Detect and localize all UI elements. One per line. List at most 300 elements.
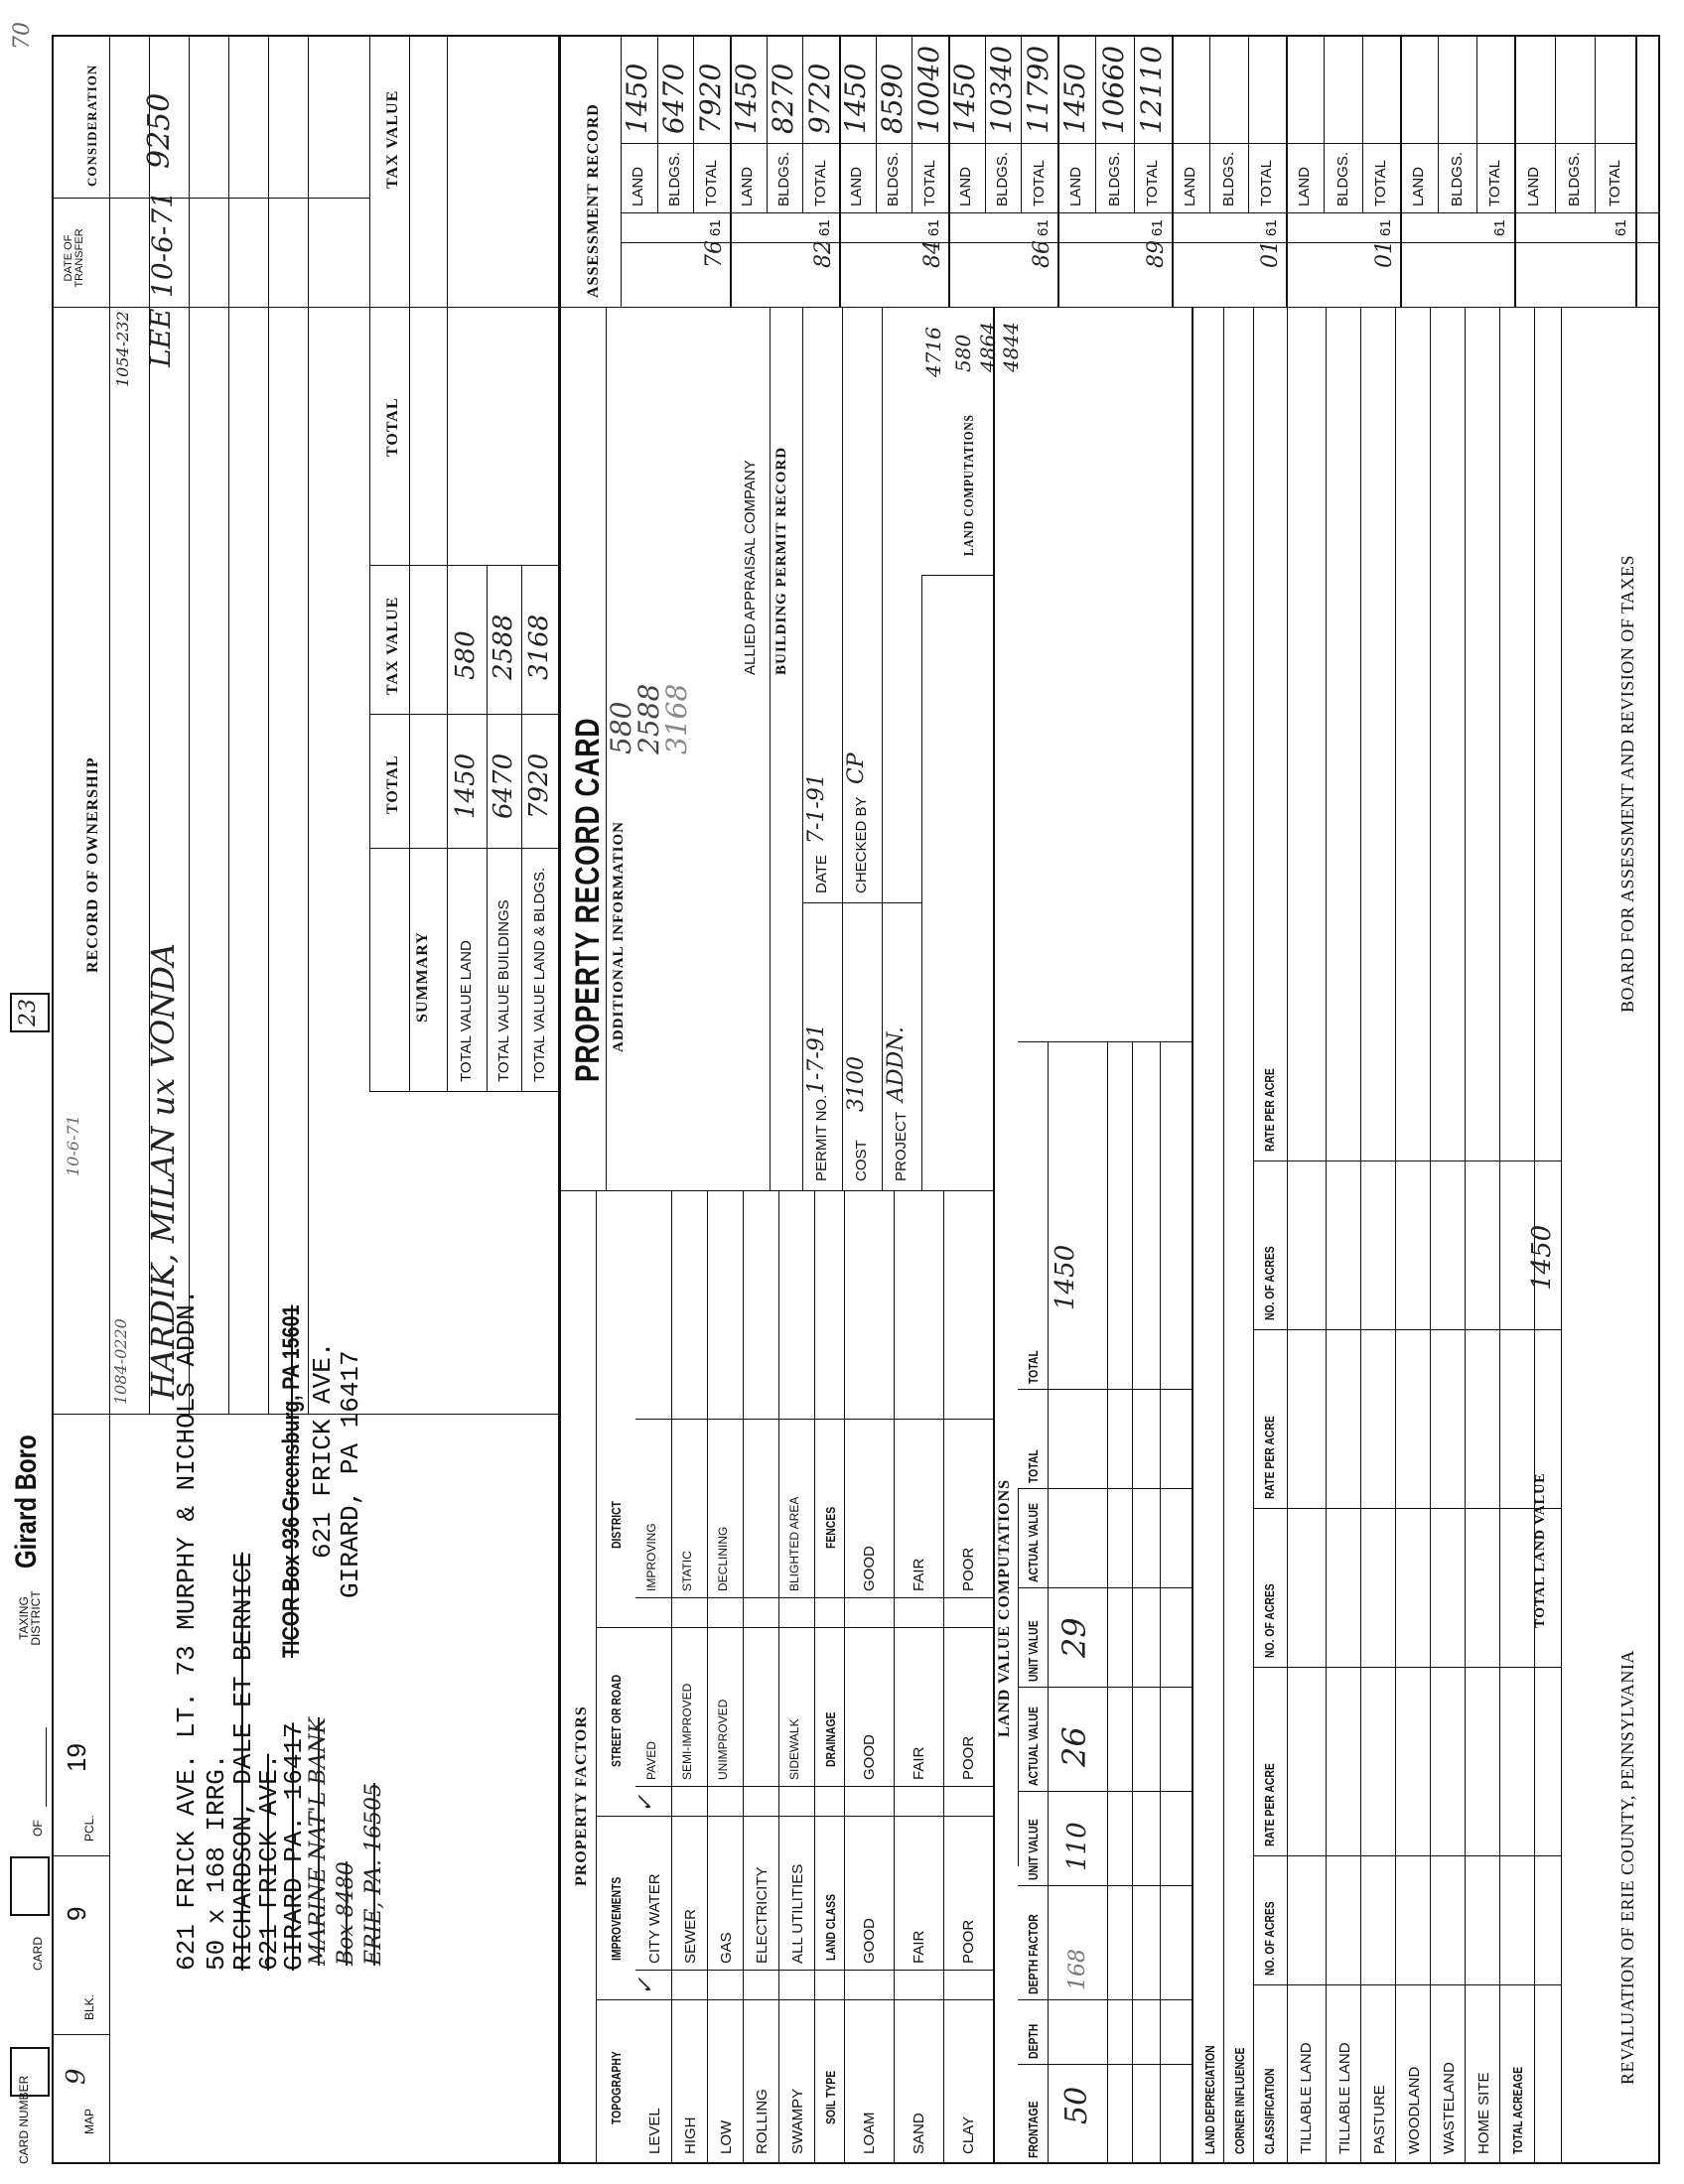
soil-item: SAND xyxy=(911,2113,927,2154)
improvement-item: CITY WATER xyxy=(646,1873,663,1964)
land-value-row-line-2 xyxy=(1132,1042,1133,2164)
soil-item: LOAM xyxy=(861,2112,878,2154)
assessment-bldgs-value: 8590 xyxy=(876,63,909,134)
acre-class-label: TILLABLE LAND xyxy=(1336,2042,1353,2154)
drainage-item: POOR xyxy=(960,1735,977,1780)
assessment-group-line xyxy=(1514,35,1516,308)
summary-row-line-1 xyxy=(447,35,448,1092)
street-item: SEMI-IMPROVED xyxy=(680,1683,694,1780)
assessment-row-line xyxy=(1555,35,1556,213)
land-value-col-line xyxy=(1018,1488,1192,1489)
street-header: STREET OR ROAD xyxy=(609,1674,624,1767)
summary-tax-header: TAX VALUE xyxy=(384,596,401,695)
acre-header: RATE PER ACRE xyxy=(1262,1763,1277,1846)
ownership-header-line xyxy=(109,35,110,1415)
land-value-header: ACTUAL VALUE xyxy=(1026,1706,1041,1786)
struck-owner-2: TICOR Box 936 Greensburg, PA 15601 xyxy=(278,1304,305,1658)
assessment-land-value: 1450 xyxy=(948,63,982,134)
assessment-code: 61 xyxy=(816,219,833,236)
acre-header-bottom xyxy=(1287,308,1288,2164)
acre-col-line xyxy=(1253,1329,1561,1330)
unit-value-value: 26 xyxy=(1055,1726,1093,1767)
assessment-left-edge xyxy=(558,307,1660,308)
assessment-value-divider xyxy=(1172,143,1286,144)
acre-class-label: HOME SITE xyxy=(1475,2072,1492,2154)
fences-item: POOR xyxy=(960,1547,977,1591)
land-value-row-line-1 xyxy=(1107,1042,1108,2164)
land-comp-title: LAND COMPUTATIONS xyxy=(962,414,977,556)
assessment-value-divider xyxy=(730,143,839,144)
corner-influence-label: CORNER INFLUENCE xyxy=(1232,2047,1247,2154)
assessment-code: 61 xyxy=(1149,219,1166,236)
soil-row-line xyxy=(894,1191,895,2164)
acre-col-line xyxy=(1253,1984,1561,1985)
acre-col-line xyxy=(1253,1160,1561,1161)
assessment-bldgs-label: BLDGS. xyxy=(885,151,902,206)
factors-header-line xyxy=(596,1191,597,2164)
assessment-total-label: TOTAL xyxy=(1257,160,1275,206)
permit-row-line-3 xyxy=(882,308,883,1191)
total-land-value-label: TOTAL LAND VALUE xyxy=(1533,1472,1548,1628)
assessment-code: 61 xyxy=(1263,219,1280,236)
assessment-group-line xyxy=(1286,35,1288,308)
checked-by-value: CP xyxy=(844,752,869,784)
cost-label: COST xyxy=(853,1140,870,1181)
summary-header-line xyxy=(409,35,410,1092)
blk-divider xyxy=(52,1855,109,1856)
drainage-header: DRAINAGE xyxy=(823,1711,838,1767)
assessment-code: 61 xyxy=(707,219,724,236)
assessment-row-line xyxy=(1209,35,1210,213)
card-number-label: CARD NUMBER xyxy=(17,2075,31,2164)
land-value-col-line xyxy=(1018,1041,1192,1042)
assessment-total-label: TOTAL xyxy=(1606,160,1623,206)
assessment-land-label: LAND xyxy=(1182,166,1199,206)
appraisal-company: ALLIED APPRAISAL COMPANY xyxy=(742,460,759,675)
assessment-value-divider xyxy=(948,143,1057,144)
acre-header: NO. OF ACRES xyxy=(1262,1901,1277,1976)
section-divider xyxy=(558,35,561,2164)
assessment-bldgs-value: 10340 xyxy=(985,45,1018,134)
factors-col-3 xyxy=(596,1627,993,1628)
ownership-consideration-divider xyxy=(52,198,369,199)
land-class-item: GOOD xyxy=(861,1918,878,1964)
blk-label: BLK. xyxy=(82,1993,96,2020)
permit-middle-divider xyxy=(802,902,921,903)
assessment-bldgs-label: BLDGS. xyxy=(1219,151,1237,206)
description-line1: 621 FRICK AVE. LT. 73 MURPHY & NICHOLS ADDN. xyxy=(172,1289,202,1971)
summary-top xyxy=(369,35,370,1092)
acre-class-label: TILLABLE LAND xyxy=(1298,2042,1315,2154)
assessment-group-line xyxy=(1400,35,1402,308)
card-box xyxy=(10,1856,50,1916)
additional-value-2: 2588 xyxy=(632,683,665,754)
assessment-bldgs-value: 10660 xyxy=(1096,45,1130,134)
acre-header: NO. OF ACRES xyxy=(1262,1246,1277,1320)
ownership-consideration: 9250 xyxy=(142,92,177,169)
corner-influence-top xyxy=(1223,308,1224,2164)
land-value-top xyxy=(993,308,995,2164)
assessment-bldgs-label: BLDGS. xyxy=(994,151,1011,206)
ownership-row-line-2 xyxy=(189,35,190,1415)
assessment-land-value: 1450 xyxy=(839,63,873,134)
permit-date-value: 7-1-91 xyxy=(804,773,829,844)
street-item: UNIMPROVED xyxy=(716,1699,730,1780)
drainage-item: FAIR xyxy=(911,1746,927,1780)
struck-handwritten-3: ERIE, PA. 16505 xyxy=(361,1782,386,1966)
assessment-group-line xyxy=(1635,35,1637,308)
assessment-bldgs-label: BLDGS. xyxy=(666,151,683,206)
factors-title: PROPERTY FACTORS xyxy=(573,1706,590,1886)
summary-bldgs-total: 6470 xyxy=(489,752,518,819)
ownership-date-divider xyxy=(52,307,369,308)
soil-header-bottom xyxy=(844,1191,845,2164)
project-label: PROJECT xyxy=(893,1111,910,1181)
acre-header: RATE PER ACRE xyxy=(1262,1068,1277,1152)
date-of-transfer-label: DATE OF TRANSFER xyxy=(63,228,85,288)
soil-header-top xyxy=(814,1191,815,2164)
assessment-land-label: LAND xyxy=(957,166,975,206)
assessment-bldgs-value: 8270 xyxy=(767,63,799,134)
taxing-district-label: TAXING DISTRICT xyxy=(17,1590,43,1646)
assessment-total-header: TOTAL xyxy=(384,397,401,457)
ownership-note: LEE xyxy=(144,308,177,367)
struck-handwritten-2: Box 8480 xyxy=(334,1861,358,1966)
ownership-row-line-3 xyxy=(228,35,229,1415)
acre-class-label: TOTAL ACREAGE xyxy=(1510,2066,1525,2154)
summary-row-bldgs-label: TOTAL VALUE BUILDINGS xyxy=(495,899,512,1082)
assessment-title: ASSESSMENT RECORD xyxy=(585,103,602,298)
district-header: DISTRICT xyxy=(609,1501,624,1549)
land-value-col-line xyxy=(1018,1885,1192,1886)
depth-factor-value: 110 xyxy=(1062,1822,1092,1871)
total-land-value-line xyxy=(1561,308,1562,2164)
summary-right-divider xyxy=(369,565,558,566)
taxing-district-value: Girard Boro xyxy=(10,1434,43,1569)
card-number-box xyxy=(10,2047,50,2097)
ownership-row-line-4 xyxy=(268,35,269,1415)
summary-row-total-label: TOTAL VALUE LAND & BLDGS. xyxy=(531,867,548,1082)
assessment-row-line xyxy=(1595,35,1596,213)
street-item: SIDEWALK xyxy=(787,1718,801,1780)
land-value-header: TOTAL xyxy=(1026,1350,1041,1384)
assessment-code: 61 xyxy=(1613,219,1629,236)
permit-no-value: 1-7-91 xyxy=(804,1024,829,1094)
assessment-total-value: 9720 xyxy=(802,63,836,134)
land-class-item: FAIR xyxy=(911,1930,927,1964)
assessment-group-line xyxy=(1172,35,1174,308)
acre-class-label: PASTURE xyxy=(1371,2085,1388,2154)
land-value-header: DEPTH FACTOR xyxy=(1026,1914,1041,1994)
description-line2: 50 x 168 IRRG. xyxy=(202,1753,231,1971)
land-comp-value-2: 580 xyxy=(951,334,975,372)
assessment-total-label: TOTAL xyxy=(920,160,938,206)
soil-item: CLAY xyxy=(960,2116,977,2154)
summary-landbldgs-total: 7920 xyxy=(524,752,554,819)
of-label: OF xyxy=(31,1820,45,1837)
assessment-total-label: TOTAL xyxy=(1485,160,1503,206)
land-value-header: DEPTH xyxy=(1026,2023,1041,2059)
assessment-land-label: LAND xyxy=(848,166,866,206)
land-comp-value-3: 4864 xyxy=(976,322,1000,372)
factors-col-2 xyxy=(596,1816,993,1817)
corner-mark: 70 xyxy=(10,22,35,50)
struck-handwritten-1: MARINE NAT'L BANK xyxy=(306,1717,331,1966)
assessment-label-divider xyxy=(621,212,1660,213)
page-number: 23 xyxy=(16,999,41,1026)
summary-tax-divider xyxy=(369,714,558,715)
ownership-row-line-5 xyxy=(308,35,309,1415)
land-value-title: LAND VALUE COMPUTATIONS xyxy=(996,1478,1013,1737)
card-label: CARD xyxy=(31,1936,45,1971)
improvement-item: SEWER xyxy=(682,1908,699,1964)
land-total-value: 1450 xyxy=(1051,1244,1080,1310)
street-item: PAVED xyxy=(644,1741,658,1780)
map-row-bottom xyxy=(109,1415,110,2164)
map-divider xyxy=(52,2034,109,2035)
assessment-row-line xyxy=(1476,35,1477,213)
assessment-value-divider xyxy=(839,143,948,144)
summary-bldgs-tax: 2588 xyxy=(489,614,518,680)
struck-city-1: GIRARD PA. 16417 xyxy=(279,1722,309,1971)
acre-header: RATE PER ACRE xyxy=(1262,1416,1277,1499)
assessment-value-divider xyxy=(1400,143,1514,144)
assessment-total-label: TOTAL xyxy=(811,160,829,206)
assessment-year: 89 xyxy=(1144,240,1169,268)
district-item: DECLINING xyxy=(716,1526,730,1591)
date-mark: 10-6-71 xyxy=(64,1115,82,1176)
acre-row-line xyxy=(1430,308,1431,2164)
assessment-code: 61 xyxy=(1035,219,1052,236)
total-land-value: 1450 xyxy=(1527,1224,1557,1291)
land-value-header: FRONTAGE xyxy=(1026,2101,1041,2158)
land-class-item: POOR xyxy=(960,1919,977,1964)
footer-left: REVALUATION OF ERIE COUNTY, PENNSYLVANIA xyxy=(1617,1650,1637,2085)
assessment-value-divider xyxy=(621,143,730,144)
land-value-col-line xyxy=(1018,1687,1192,1688)
of-line xyxy=(46,1727,47,1807)
acre-row-line xyxy=(1395,308,1396,2164)
land-value-col-line xyxy=(1018,1999,1192,2000)
assessment-row-line xyxy=(1362,35,1363,213)
map-value: 9 xyxy=(62,2068,91,2085)
assessment-total-divider xyxy=(369,307,558,308)
land-value-header: UNIT VALUE xyxy=(1026,1819,1041,1880)
frontage-value: 50 xyxy=(1059,2086,1094,2124)
acre-col-line xyxy=(1253,1667,1561,1668)
additional-title: ADDITIONAL INFORMATION xyxy=(611,821,627,1052)
land-depreciation-label: LAND DEPRECIATION xyxy=(1202,2045,1217,2154)
assessment-year: 01 xyxy=(1372,240,1397,268)
land-depreciation-top xyxy=(1192,308,1193,2164)
assessment-total-label: TOTAL xyxy=(1371,160,1389,206)
assessment-land-label: LAND xyxy=(739,166,757,206)
consideration-label: CONSIDERATION xyxy=(84,64,99,187)
summary-left xyxy=(369,1091,558,1092)
topography-item: SWAMPY xyxy=(789,2088,806,2154)
assessment-total-label: TOTAL xyxy=(702,160,720,206)
assessment-bldgs-value: 6470 xyxy=(657,63,690,134)
ownership-book: 1084-0220 xyxy=(111,1318,130,1405)
topography-header: TOPOGRAPHY xyxy=(609,2051,624,2124)
land-comp-value-4: 4844 xyxy=(999,322,1023,372)
fences-header: FENCES xyxy=(823,1506,838,1549)
assessment-year: 76 xyxy=(702,240,727,268)
additional-value-3: 3168 xyxy=(660,683,693,754)
description-right-edge xyxy=(52,1414,558,1415)
assessment-year: 82 xyxy=(811,240,836,268)
permit-no-label: PERMIT NO. xyxy=(813,1094,830,1181)
land-value-col-line xyxy=(1018,1791,1192,1792)
permit-row-line-1 xyxy=(802,308,803,1191)
assessment-tax-header: TAX VALUE xyxy=(384,89,401,189)
ownership-date: 10-6-71 xyxy=(146,191,179,298)
summary-title: SUMMARY xyxy=(414,931,431,1023)
acre-row-line xyxy=(1499,308,1500,2164)
assessment-total-value: 12110 xyxy=(1134,45,1168,134)
current-address-line2: GIRARD, PA 16417 xyxy=(336,1350,365,1598)
assessment-total-label: TOTAL xyxy=(1030,160,1048,206)
depth-value: 168 xyxy=(1065,1949,1090,1990)
ownership-owner: HARDIK, MILAN ux VONDA xyxy=(144,943,182,1400)
land-value-subheader-line xyxy=(1018,1489,1019,1866)
pcl-value: 19 xyxy=(62,1743,91,1772)
assessment-bldgs-label: BLDGS. xyxy=(1448,151,1466,206)
land-value-header: ACTUAL VALUE xyxy=(1026,1503,1041,1582)
assessment-value-divider xyxy=(1057,143,1172,144)
land-comp-left xyxy=(921,575,993,576)
city-water-check-mark: ✓ xyxy=(633,1794,658,1813)
assessment-total-value: 10040 xyxy=(912,45,945,134)
assessment-total-value: 7920 xyxy=(693,63,727,134)
assessment-row-line xyxy=(1438,35,1439,213)
factor-row-line xyxy=(671,1191,672,2164)
assessment-land-value: 1450 xyxy=(1058,63,1092,134)
permit-title: BUILDING PERMIT RECORD xyxy=(773,446,789,675)
assessment-land-label: LAND xyxy=(630,166,647,206)
land-value-header: UNIT VALUE xyxy=(1026,1620,1041,1682)
assessment-total-label: TOTAL xyxy=(1143,160,1161,206)
acre-header-top xyxy=(1253,308,1254,2164)
assessment-total-value: 11790 xyxy=(1021,45,1054,134)
soil-row-line xyxy=(943,1191,944,2164)
summary-row-land-label: TOTAL VALUE LAND xyxy=(458,940,475,1082)
improvements-header: IMPROVEMENTS xyxy=(609,1876,624,1961)
factors-col-1 xyxy=(596,1999,993,2000)
permit-row-line-2 xyxy=(842,308,843,1191)
summary-row-line-2 xyxy=(487,566,488,1092)
district-item: IMPROVING xyxy=(644,1523,658,1591)
ownership-book2: 1054-232 xyxy=(113,311,132,387)
assessment-land-label: LAND xyxy=(1525,166,1543,206)
fences-item: GOOD xyxy=(861,1546,878,1591)
land-value-header-line xyxy=(1048,1042,1049,2164)
card-title: PROPERTY RECORD CARD xyxy=(569,717,607,1082)
assessment-land-label: LAND xyxy=(1410,166,1428,206)
assessment-year: 01 xyxy=(1258,240,1283,268)
acre-col-line xyxy=(1253,1855,1561,1856)
permit-date-label: DATE xyxy=(813,855,830,893)
land-comp-value-1: 4716 xyxy=(921,327,945,377)
cost-value: 3100 xyxy=(844,1056,869,1112)
assessment-code: 61 xyxy=(1377,219,1394,236)
land-value-col-line xyxy=(1018,1587,1192,1588)
struck-owner-1: RICHARDSON, DALE ET BERNICE xyxy=(228,1552,258,1971)
improvement-item: GAS xyxy=(718,1932,735,1964)
assessment-year: 86 xyxy=(1030,240,1054,268)
assessment-row-line xyxy=(1248,35,1249,213)
assessment-value-divider xyxy=(1514,143,1635,144)
factors-right xyxy=(558,1190,993,1191)
improvement-item: ELECTRICITY xyxy=(754,1866,771,1964)
footer-right: BOARD FOR ASSESSMENT AND REVISION OF TAXES xyxy=(1617,555,1637,1013)
improvement-item: ALL UTILITIES xyxy=(789,1863,806,1964)
topography-item: LOW xyxy=(718,2119,735,2154)
summary-total-header: TOTAL xyxy=(384,754,401,814)
project-value: ADDN. xyxy=(884,1025,909,1102)
land-value-header: TOTAL xyxy=(1026,1449,1041,1483)
acre-header: NO. OF ACRES xyxy=(1262,1583,1277,1658)
assessment-land-value: 1450 xyxy=(730,63,764,134)
land-class-header: LAND CLASS xyxy=(823,1893,838,1961)
topography-item: LEVEL xyxy=(646,2108,663,2154)
level-check-mark: ✓ xyxy=(633,1977,658,1995)
ownership-title: RECORD OF OWNERSHIP xyxy=(84,756,101,973)
summary-landbldgs-tax: 3168 xyxy=(524,614,554,680)
assessment-land-label: LAND xyxy=(1296,166,1314,206)
permit-title-line xyxy=(770,308,771,1191)
struck-address-1: 621 FRICK AVE. xyxy=(254,1753,284,1971)
land-value-col-line xyxy=(1018,2064,1192,2065)
acre-row-line xyxy=(1326,308,1327,2164)
soil-header: SOIL TYPE xyxy=(823,2070,838,2124)
checked-by-label: CHECKED BY xyxy=(853,796,870,893)
assessment-value-divider xyxy=(1286,143,1400,144)
factor-row-line xyxy=(707,1191,708,2164)
fences-item: FAIR xyxy=(911,1558,927,1591)
acre-row-line xyxy=(1465,308,1466,2164)
assessment-land-value: 1450 xyxy=(621,63,654,134)
acre-class-label: WASTELAND xyxy=(1441,2062,1458,2154)
permit-bottom-line xyxy=(921,576,922,1191)
assessment-bldgs-label: BLDGS. xyxy=(775,151,792,206)
map-label: MAP xyxy=(82,2108,96,2134)
assessment-bldgs-label: BLDGS. xyxy=(1105,151,1123,206)
drainage-item: GOOD xyxy=(861,1734,878,1780)
assessment-bldgs-label: BLDGS. xyxy=(1566,151,1583,206)
acre-row-line xyxy=(1360,308,1361,2164)
summary-land-tax: 580 xyxy=(451,630,481,680)
summary-land-total: 1450 xyxy=(451,752,481,819)
assessment-row-line xyxy=(1324,35,1325,213)
land-value-row-line-3 xyxy=(1160,1042,1161,2164)
blk-value: 9 xyxy=(62,1906,91,1921)
additional-value-1: 580 xyxy=(605,701,637,754)
actual-value-value: 29 xyxy=(1055,1617,1093,1658)
assessment-code: 61 xyxy=(1491,219,1508,236)
assessment-land-label: LAND xyxy=(1067,166,1085,206)
acre-header: CLASSIFICATION xyxy=(1262,2068,1277,2154)
acre-class-label: WOODLAND xyxy=(1406,2066,1423,2154)
assessment-bldgs-label: BLDGS. xyxy=(1333,151,1351,206)
current-address-line1: 621 FRICK AVE. xyxy=(308,1341,338,1559)
summary-row-line-3 xyxy=(521,566,522,1092)
assessment-year: 84 xyxy=(920,240,945,268)
topography-item: HIGH xyxy=(682,2116,699,2154)
land-value-col-line xyxy=(1018,1389,1192,1390)
acre-col-line xyxy=(1253,1508,1561,1509)
factor-row-line xyxy=(743,1191,744,2164)
